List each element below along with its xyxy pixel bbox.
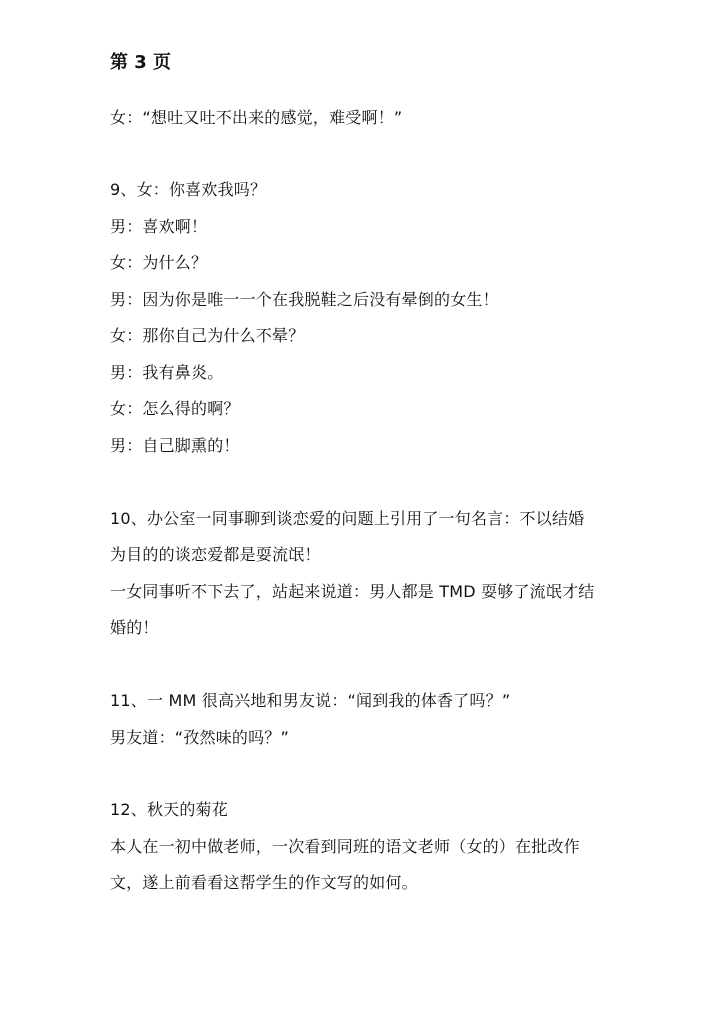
page-title: 第 3 页	[110, 52, 172, 73]
text-line: 本人在一初中做老师，一次看到同班的语文老师（女的）在批改作	[110, 837, 580, 856]
text-line: 11、一 MM 很高兴地和男友说：“闻到我的体香了吗？”	[110, 691, 511, 710]
text-line: 男友道：“孜然味的吗？”	[110, 728, 289, 747]
text-line: 9、女：你喜欢我吗？	[110, 180, 267, 199]
text-line: 10、办公室一同事聊到谈恋爱的问题上引用了一句名言：不以结婚	[110, 509, 585, 528]
text-line: 一女同事听不下去了，站起来说道：男人都是 TMD 耍够了流氓才结	[110, 582, 595, 601]
text-line: 12、秋天的菊花	[110, 800, 228, 819]
text-line: 女：“想吐又吐不出来的感觉，难受啊！”	[110, 108, 403, 127]
text-line: 男：因为你是唯一一个在我脱鞋之后没有晕倒的女生！	[110, 290, 499, 309]
text-line: 男：喜欢啊！	[110, 217, 208, 236]
text-line: 婚的！	[110, 618, 159, 637]
text-line: 男：我有鼻炎。	[110, 363, 224, 382]
text-line: 文，遂上前看看这帮学生的作文写的如何。	[110, 873, 418, 892]
text-line: 女：那你自己为什么不晕？	[110, 326, 305, 345]
text-line: 为目的的谈恋爱都是耍流氓！	[110, 545, 321, 564]
text-line: 女：怎么得的啊？	[110, 399, 240, 418]
text-line: 男：自己脚熏的！	[110, 436, 240, 455]
text-line: 女：为什么？	[110, 253, 208, 272]
